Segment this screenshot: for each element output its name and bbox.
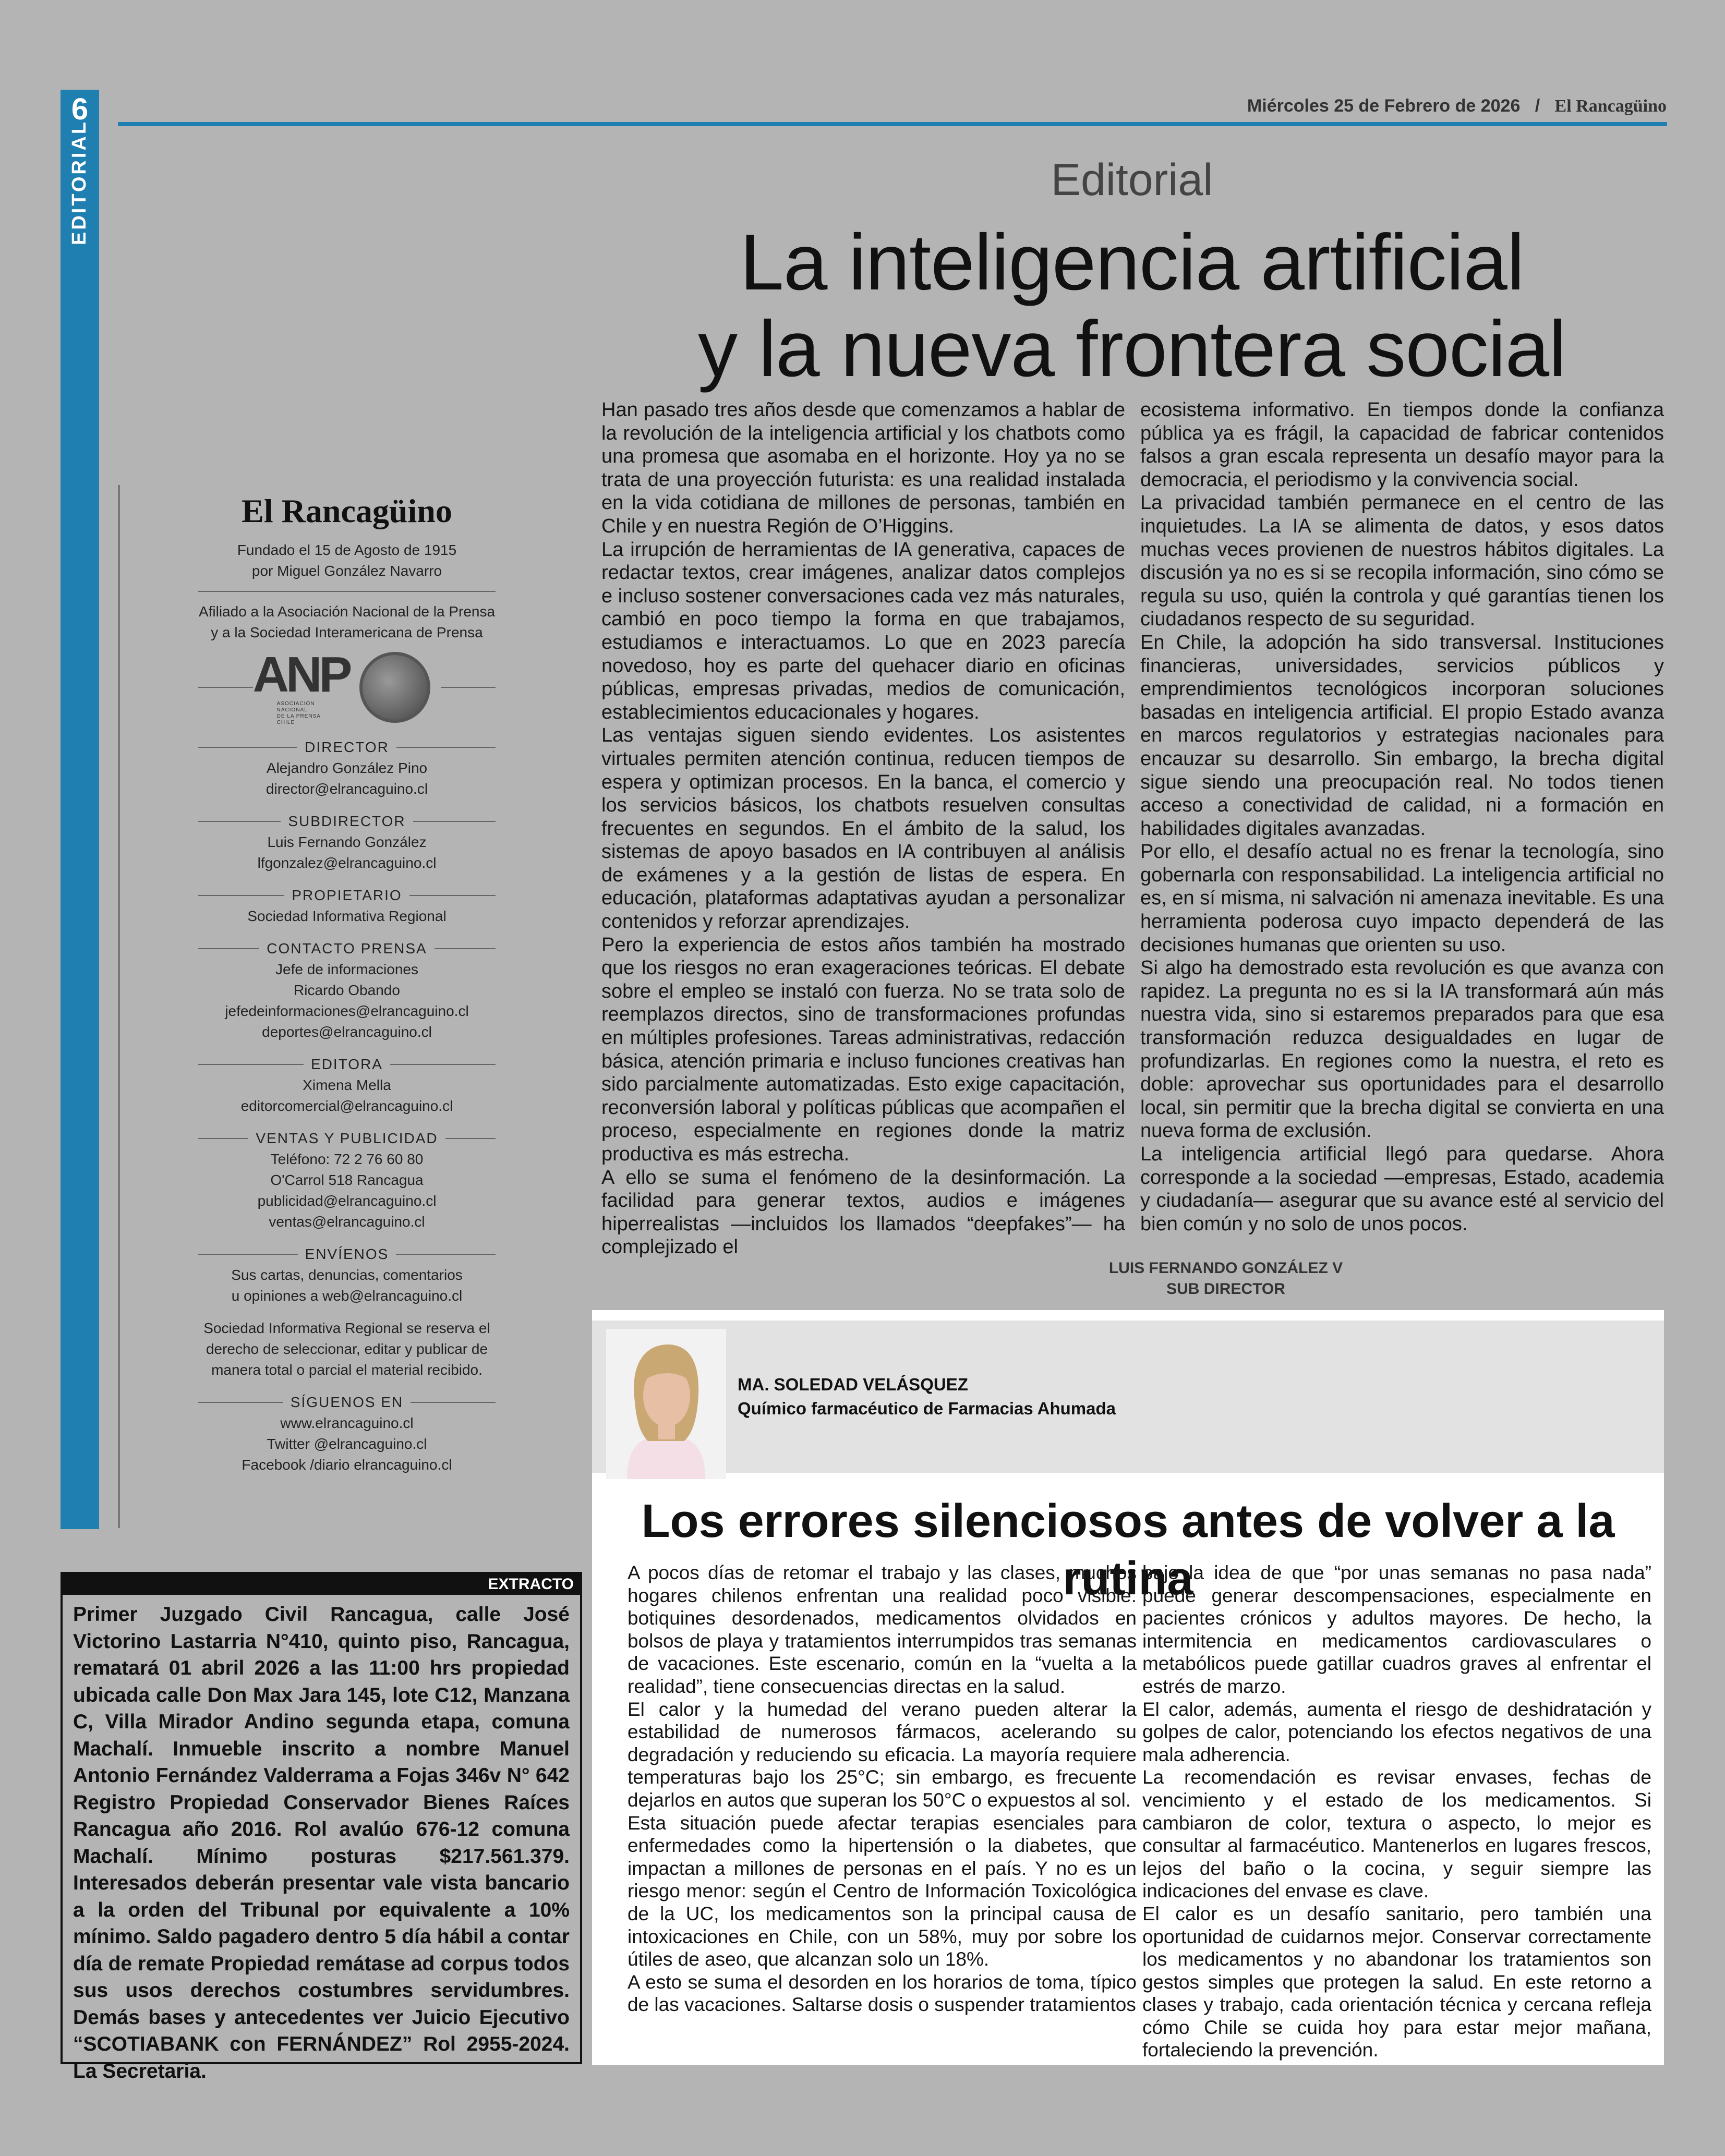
founded-line-2: por Miguel González Navarro [251,563,442,579]
page-number: 6 [71,92,89,126]
legal-extract-box [61,1572,582,2082]
column-author [738,1373,1116,1421]
paragraph: Las ventajas siguen siendo evidentes. Los asistentes virtuales permiten atención continua, reducen tiempos de espera y optimizan procesos. En la banca, el comercio y los servicios básicos, los chatbots resuelven consultas frecuentes en segundos. En el ámbito de la salud, los sistemas de apoyo basados en IA contribuyen al análisis de exámenes y a la gestión de listas de espera. En educación, plataformas adaptativas ayudan a personalizar contenidos y reforzar aprendizajes. [601,724,1125,933]
header-paper-name: El Rancagüino [1554,96,1667,116]
website-link[interactable]: www.elrancaguino.cl [280,1415,414,1431]
sip-globe-logo-icon [359,652,430,723]
paragraph: El calor, además, aumenta el riesgo de deshidratación y golpes de calor, potenciando los efectos negativos de una mala adherencia. [1142,1698,1651,1765]
masthead [198,488,496,1487]
column-text-left [628,1561,1137,2052]
masthead-divider [198,591,496,592]
twitter-link[interactable]: Twitter @elrancaguino.cl [267,1436,427,1452]
extract-text: Primer Juzgado Civil Rancagua, calle José Victorino Lastarria N°410, quinto piso, Rancagua, rematará 01 abril 2026 a las 11:00 hrs propiedad ubicada calle Don Max Jara 145, lote C12, Manzana C, Villa Mirador Andino segunda etapa, comuna Machalí. Inmueble inscrito a nombre Manuel Antonio Fernández Valderrama a Fojas 346v N° 642 Registro Propiedad Conservador Bienes Raíces Rancagua año 2016. Rol avalúo 676-12 comuna Machalí. Mínimo posturas $217.561.379. Interesados deberán presentar vale vista bancario a la orden del Tribunal por equivalente a 10% mínimo. Saldo pagadero dentro 5 día hábil a contar día de remate Propiedad remátase ad corpus todos sus usos derechos costumbres servidumbres. Demás bases y antecedentes ver Juicio Ejecutivo “SCOTIABANK con FERNÁNDEZ” Rol 2955-2024. La Secretaria. [73,1603,570,2082]
editorial-kicker: Editorial [1051,155,1213,205]
issue-date: Miércoles 25 de Febrero de 2026 [1247,96,1521,116]
paragraph: A ello se suma el fenómeno de la desinformación. La facilidad para generar textos, audios e imágenes hiperrealistas —incluidos los llamados “deepfakes”— ha complejizado el [601,1166,1125,1258]
top-rule [118,122,1667,126]
staff-owner: PROPIETARIO Sociedad Informativa Regional [198,885,496,927]
author-portrait-icon [606,1329,726,1479]
paragraph: La irrupción de herramientas de IA generativa, capaces de redactar textos, crear imágenes, analizar datos complejos e incluso sostener conversaciones cada vez más naturales, cambió en poco tiempo la forma en que trabajamos, estudiamos e interactuamos. Lo que en 2023 parecía novedoso, hoy es parte del quehacer diario en oficinas públicas, empresas privadas, medios de comunicación, establecimientos educacionales y hogares. [601,538,1125,723]
paragraph: La recomendación es revisar envases, fechas de vencimiento y el estado de los medicamentos. Si cambiaron de color, textura o aspecto, lo mejor es consultar al farmacéutico. Mantenerlos en lugares frescos, lejos del baño o la cocina, y seguir siempre las indicaciones del envase es clave. [1142,1766,1651,1902]
paragraph: ecosistema informativo. En tiempos donde la confianza pública ya es frágil, la capacidad de fabricar contenidos falsos a gran escala representa un desafío mayor para la democracia, el periodismo y la convivencia social. [1140,399,1664,491]
byline-role: SUB DIRECTOR [1166,1280,1285,1298]
paragraph: La inteligencia artificial llegó para quedarse. Ahora corresponde a la sociedad —empresas, Estado, academia y ciudadanía— asegurar que su avance esté al servicio del bien común y no solo de unos pocos. [1140,1143,1664,1235]
byline-name: LUIS FERNANDO GONZÁLEZ V [1108,1259,1343,1277]
facebook-link[interactable]: Facebook /diario elrancaguino.cl [242,1457,452,1473]
date-line [1247,96,1667,116]
column-title: Los errores silenciosos antes de volver a la rutina [641,1495,1615,1605]
founded-line-1: Fundado el 15 de Agosto de 1915 [237,542,457,558]
association-logos [198,648,496,726]
staff-subdirector: SUBDIRECTOR Luis Fernando González lfgonzalez@elrancaguino.cl [198,811,496,874]
staff-director: DIRECTOR Alejandro González Pino director@elrancaguino.cl [198,737,496,800]
affiliation-line-2: y a la Sociedad Interamericana de Prensa [211,624,483,640]
staff-sales: VENTAS Y PUBLICIDAD Teléfono: 72 2 76 60 80 O'Carrol 518 Rancagua publicidad@elrancaguino.cl ventas@elrancaguino.cl [198,1128,496,1232]
extract-tag: EXTRACTO [63,1574,580,1595]
date-separator: / [1535,96,1540,116]
affiliation-line-1: Afiliado a la Asociación Nacional de la Prensa [198,603,496,620]
staff-press-contact: CONTACTO PRENSA Jefe de informaciones Ricardo Obando jefedeinformaciones@elrancaguino.cl deportes@elrancaguino.cl [198,938,496,1043]
paragraph: El calor y la humedad del verano pueden alterar la estabilidad de numerosos fármacos, acelerando su degradación y reduciendo su eficacia. La mayoría requiere temperaturas bajo los 25°C; sin embargo, es frecuente dejarlos en autos que superan los 50°C o expuestos al sol. [628,1698,1137,1811]
paragraph: Por ello, el desafío actual no es frenar la tecnología, sino gobernarla con responsabilidad. La inteligencia artificial no es, en sí misma, ni salvación ni amenaza inevitable. Es una herramienta poderosa cuyo impacto dependerá de las decisiones humanas que orienten su uso. [1140,841,1664,956]
section-side-bar [61,90,99,1529]
paragraph: Si algo ha demostrado esta revolución es que avanza con rapidez. La pregunta no es si la IA transformará aún más nuestra vida, sino si estaremos preparados para que esa transformación reduzca desigualdades en lugar de profundizarlas. En regiones como la nuestra, el reto es doble: aprovechar sus oportunidades para el desarrollo local, sin permitir que la brecha digital se convierta en una nueva forma de exclusión. [1140,957,1664,1142]
paragraph: En Chile, la adopción ha sido transversal. Instituciones financieras, universidades, servicios públicos y emprendimientos tecnológicos incorporan soluciones basadas en inteligencia artificial. El propio Estado avanza en marcos regulatorios y estrategias nacionales para encauzar su desarrollo. Sin embargo, la brecha digital sigue siendo una preocupación real. No todos tienen acceso a conectividad de calidad, ni a formación en habilidades digitales avanzadas. [1140,631,1664,840]
paragraph: A pocos días de retomar el trabajo y las clases, muchos hogares chilenos enfrentan una realidad poco visible: botiquines desordenados, medicamentos olvidados en bolsos de playa y tratamientos interrumpidos tras semanas de vacaciones. Este escenario, común en la “vuelta a la realidad”, tiene consecuencias directas en la salud. [628,1562,1137,1697]
masthead-rule [118,485,120,1528]
staff-editor: EDITORA Ximena Mella editorcomercial@elrancaguino.cl [198,1054,496,1117]
paragraph: A esto se suma el desorden en los horarios de toma, típico de las vacaciones. Saltarse dosis o suspender tratamientos [628,1971,1137,2016]
author-role: Químico farmacéutico de Farmacias Ahumada [738,1399,1116,1418]
paragraph: Esta situación puede afectar terapias esenciales para enfermedades como la hipertensión o la diabetes, que impactan a millones de personas en el país. Y no es un riesgo menor: según el Centro de Información Toxicológica de la UC, los medicamentos son la principal causa de intoxicaciones en Chile, con un 58%, muy por sobre los útiles de aseo, que alcanzan solo un 18%. [628,1812,1137,1970]
editorial-byline [939,1258,1513,1300]
paragraph: El calor es un desafío sanitario, pero también una oportunidad de cuidarnos mejor. Conservar correctamente los medicamentos y no abandonar los tratamientos son gestos simples que protegen la salud. En este retorno a clases y trabajo, cada orientación técnica y cercana refleja cómo Chile se cuida hoy para estar mejor mañana, fortaleciendo la prevención. [1142,1903,1651,2061]
column-text-right [1142,1561,1651,2061]
paragraph: La privacidad también permanece en el centro de las inquietudes. La IA se alimenta de datos, y esos datos muchas veces provienen de nuestros hábitos digitales. La discusión ya no es si se recopila información, sino cómo se regula su uso, quién la controla y qué garantías tienen los ciudadanos respecto de su seguridad. [1140,492,1664,631]
paragraph: Han pasado tres años desde que comenzamos a hablar de la revolución de la inteligencia artificial y los chatbots como una promesa que asomaba en el horizonte. Hoy ya no se trata de una proyección futurista: es una realidad instalada en la vida cotidiana de millones de personas, también en Chile y en nuestra Región de O’Higgins. [601,399,1125,537]
author-name: MA. SOLEDAD VELÁSQUEZ [738,1375,968,1394]
editorial-headline: La inteligencia artificial y la nueva frontera social [698,218,1566,393]
editorial-column-right [1140,398,1664,1243]
masthead-disclaimer: Sociedad Informativa Regional se reserva el derecho de seleccionar, editar y publicar de manera total o parcial el material recibido. [203,1320,490,1378]
section-label: EDITORIAL [68,119,90,245]
anp-logo: ANP ASOCIACIÓN NACIONAL DE LA PRENSA CHILE [252,647,349,725]
staff-send-us: ENVÍENOS Sus cartas, denuncias, comentarios u opiniones a web@elrancaguino.cl [198,1244,496,1306]
editorial-column-left [601,398,1125,1258]
follow-us: SÍGUENOS EN www.elrancaguino.cl Twitter @elrancaguino.cl Facebook /diario elrancaguino.cl [198,1392,496,1475]
masthead-paper-name: El Rancagüino [242,492,452,529]
author-photo [606,1329,726,1479]
paragraph: bajo la idea de que “por unas semanas no pasa nada” puede generar descompensaciones, especialmente en pacientes crónicos y adultos mayores. De hecho, la intermitencia en medicamentos cardiovasculares o metabólicos puede gatillar cuadros graves al enfrentar el estrés de marzo. [1142,1562,1651,1697]
paragraph: Pero la experiencia de estos años también ha mostrado que los riesgos no eran exageraciones teóricas. El debate sobre el empleo se instaló con fuerza. No se trata solo de reemplazos directos, sino de transformaciones profundas en múltiples profesiones. Tareas administrativas, redacción básica, atención primaria e incluso funciones creativas han sido parcialmente automatizadas. Esto exige capacitación, reconversión laboral y políticas públicas que acompañen el proceso, especialmente en regiones donde la matriz productiva es más estrecha. [601,934,1125,1165]
